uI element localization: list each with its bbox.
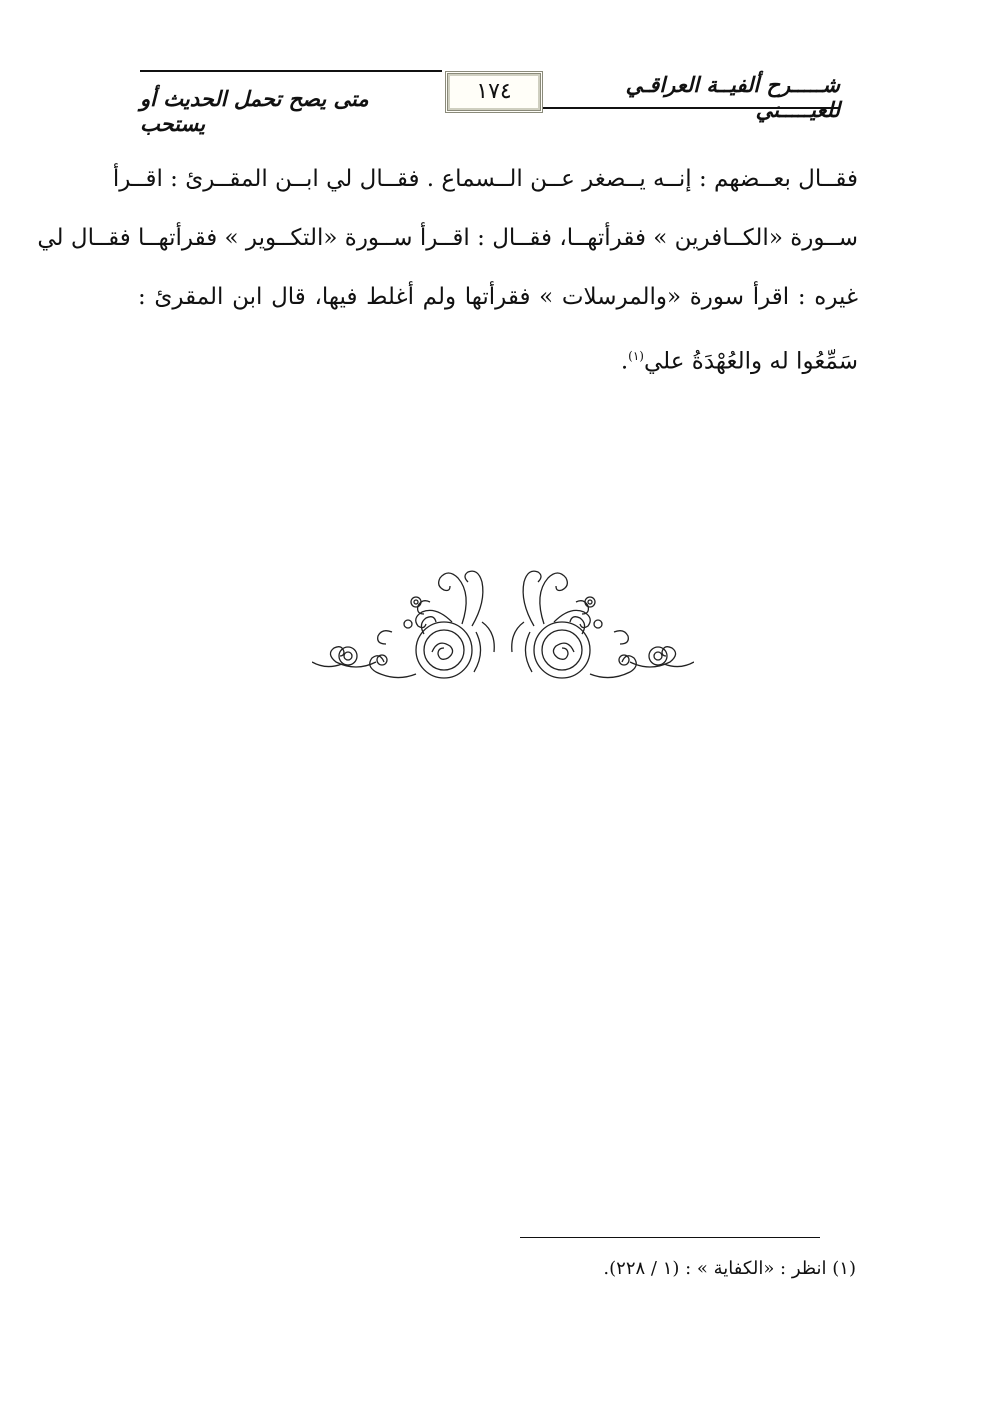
ornament-right-half bbox=[512, 571, 694, 678]
footnote-reference: (١) bbox=[628, 349, 644, 363]
body-line: سَمِّعُوا له والعُهْدَةُ علي bbox=[643, 348, 858, 375]
book-title: شـــــرح ألفيــة العراقـي للعيـــــني bbox=[625, 72, 840, 122]
footnote: (١) انظر : «الكفاية » : (١ / ٢٢٨). bbox=[603, 1258, 856, 1279]
body-line: ســورة «الكــافرين » فقرأتهــا، فقــال : اقــرأ ســورة «التكــوير » فقرأتهــا فقــال لي bbox=[37, 225, 858, 251]
page-number: ١٧٤ bbox=[445, 71, 543, 113]
body-line: فقــال بعــضهم : إنــه يــصغر عــن الــسماع . فقــال لي ابــن المقــرئ : اقــرأ bbox=[112, 166, 858, 192]
ornament-left-half bbox=[312, 571, 494, 678]
floral-divider-icon bbox=[312, 562, 694, 692]
header-rule-left bbox=[140, 70, 442, 72]
running-header bbox=[140, 66, 840, 136]
chapter-title: متى يصح تحمل الحديث أو يستحب bbox=[140, 86, 369, 136]
footnote-separator bbox=[520, 1237, 820, 1238]
body-line: غيره : اقرأ سورة «والمرسلات » فقرأتها ولم أغلط فيها، قال ابن المقرئ : bbox=[138, 284, 858, 310]
body-paragraph bbox=[37, 150, 858, 392]
header-rule-right bbox=[538, 107, 840, 109]
body-line-last: سَمِّعُوا له والعُهْدَةُ علي$^{(١)}$. bbox=[620, 348, 858, 375]
